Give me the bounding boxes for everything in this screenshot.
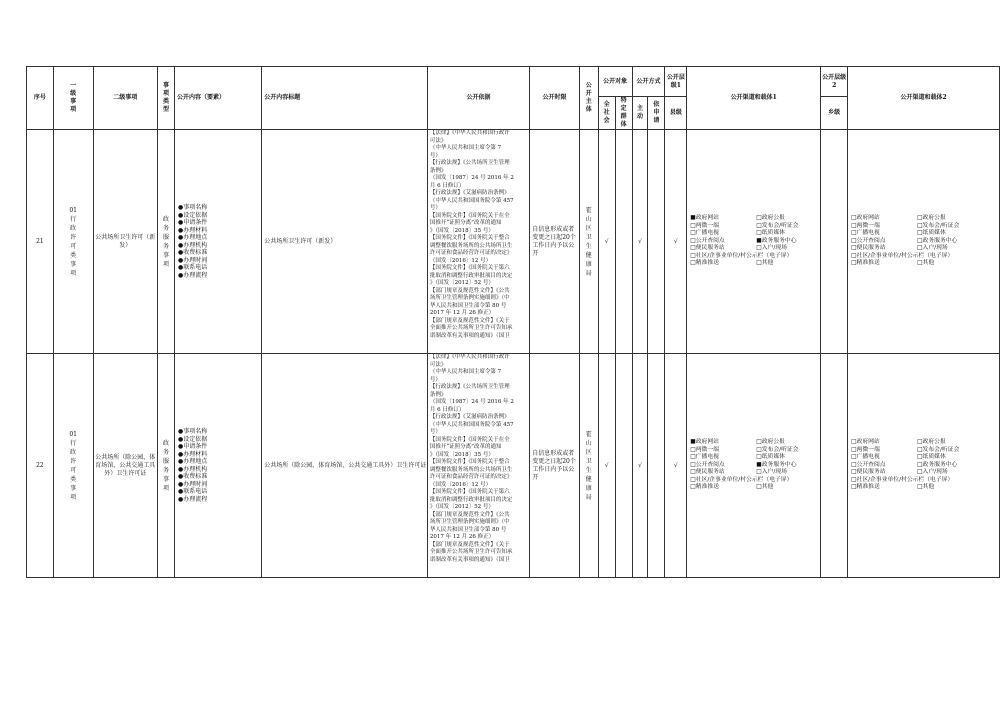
row-method-active-check: √ [632, 354, 648, 578]
header-channels1: 公开渠道和载体1 [687, 67, 821, 130]
channel-option: □便民服务站 [690, 469, 725, 476]
row-seq: 22 [27, 354, 54, 578]
basis-line: 【国务院文件】《国务院关于在全 [429, 436, 510, 443]
basis-line: 【法律】《中华人民共和国行政许 [429, 354, 510, 360]
channel-option: □公开查阅点 [851, 237, 886, 244]
channel-option: □纸质媒体 [756, 454, 785, 461]
row-method-request-check [648, 130, 665, 354]
basis-line: 调整餐饮服务场所的公共场所卫生 [429, 466, 513, 473]
row-level1: 01行政许可类事项 [53, 130, 93, 354]
header-tier1-county: 县级 [665, 97, 687, 130]
table-row [27, 354, 1000, 578]
basis-line: 【部门规章及规范性文件】《关于 [429, 317, 510, 324]
basis-line: 场所卫生管理条例实施细则》（中 [429, 295, 510, 301]
channel-option: □发布会/听证会 [917, 446, 960, 453]
header-seq: 序号 [27, 67, 54, 130]
channel-option: □广播电视 [690, 230, 719, 237]
header-content-title: 公开内容标题 [262, 67, 428, 130]
channel-option: □其他 [756, 484, 774, 491]
header-method: 公开方式 [632, 67, 665, 97]
row-target-specific-check [615, 130, 632, 354]
channel-option: □发布会/听证会 [756, 446, 799, 453]
channel-option: □政务服务中心 [917, 237, 958, 244]
channel-option: □社区/企事业单位/村公示栏（电子屏） [690, 252, 793, 259]
basis-line: 华人民共和国卫生部令第 80 号 [429, 526, 507, 533]
channel-option: □政府公报 [917, 215, 946, 222]
channel-option: □便民服务站 [690, 245, 725, 252]
basis-line: 全面推开公共场所卫生许可告知承 [429, 549, 513, 555]
header-method-active: 主动 [632, 97, 648, 130]
header-target-all: 全社会 [598, 97, 615, 130]
basis-line: （国发〔2016〕12 号） [429, 257, 492, 264]
row-channels2 [848, 354, 1000, 578]
basis-line: 月 6 日修订） [429, 182, 465, 189]
channel-option: □广播电视 [851, 454, 880, 461]
channel-option: □入户/现场 [917, 245, 948, 252]
header-channels2: 公开渠道和载体2 [848, 67, 1000, 130]
basis-line: 【国务院文件】《国务院关于整合 [429, 235, 510, 241]
row-seq: 21 [27, 130, 54, 354]
row-basis [427, 130, 529, 354]
basis-line: （国发〔2016〕12 号） [429, 481, 492, 488]
basis-line: 诺制改革有关事项的通知》（国卫 [429, 332, 510, 339]
channel-option: □政府公报 [917, 439, 946, 446]
content-item: ●办理地点 [177, 234, 208, 241]
content-item: ●申请条件 [177, 443, 208, 450]
basis-line: 》（国发〔2018〕35 号） [429, 451, 494, 458]
basis-line: 【国务院文件】《国务院关于整合 [429, 459, 510, 465]
channel-option: □社区/企事业单位/村公示栏（电子屏） [851, 252, 954, 259]
basis-line: 场所卫生管理条例实施细则》（中 [429, 519, 510, 525]
channel-option: □其他 [917, 484, 935, 491]
header-level2: 二级事项 [93, 67, 158, 130]
basis-line: 》（国发〔2018〕35 号） [429, 227, 494, 234]
channel-option: □公开查阅点 [690, 461, 725, 468]
basis-line: 条例》 [429, 167, 447, 174]
basis-line: 国推开“证照分离”改革的通知 [429, 220, 502, 226]
basis-line: 2017 年 12 月 26 修正） [429, 310, 495, 316]
header-tier1: 公开层级1 [665, 67, 687, 97]
channel-option: □入户/现场 [917, 469, 948, 476]
basis-line: 2017 年 12 月 26 修正） [429, 534, 495, 540]
content-item: ●办理材料 [177, 226, 208, 234]
channel-option: ■政务服务中心 [756, 237, 797, 244]
content-item: ●办理材料 [177, 450, 208, 458]
content-item: ●申请条件 [177, 219, 208, 226]
channel-option: □入户/现场 [756, 469, 787, 476]
content-item: ●收费标准 [177, 473, 208, 480]
basis-line: 批取消和调整行政审批项目的决定 [429, 496, 513, 503]
row-target-all-check: √ [598, 354, 615, 578]
basis-line: 号） [429, 376, 441, 383]
header-item-type: 事项类型 [158, 67, 175, 130]
basis-line: 【部门规章及规范性文件】《关于 [429, 541, 510, 548]
channel-option: □纸质媒体 [917, 454, 946, 461]
row-target-specific-check [615, 354, 632, 578]
row-channels1 [687, 130, 821, 354]
row-level1: 01行政许可类事项 [53, 354, 93, 578]
row-level2: 公共场所（除公园、体育场馆、公共交通工具外）卫生许可证 [93, 354, 158, 578]
basis-line: 【行政法规】《艾滋病防治条例》 [429, 190, 510, 196]
content-item: ●联系电话 [177, 488, 208, 495]
row-subject: 霍山区卫生健康局 [579, 130, 598, 354]
basis-line: 可法》 [429, 137, 447, 144]
content-item: ●事项名称 [177, 428, 208, 435]
channel-option: □政府网站 [851, 215, 880, 222]
content-item: ●设定依据 [177, 211, 208, 219]
row-tier2-check [821, 130, 848, 354]
basis-line: 【国务院文件】《国务院关于在全 [429, 212, 510, 219]
channel-option: □精准推送 [690, 260, 719, 267]
header-basis: 公开依据 [427, 67, 529, 130]
content-item: ●联系电话 [177, 264, 208, 271]
row-method-active-check: √ [632, 130, 648, 354]
row-tier1-check: √ [665, 354, 687, 578]
row-channels1 [687, 354, 821, 578]
header-time: 公开时限 [530, 67, 580, 130]
channel-option: □公开查阅点 [851, 461, 886, 468]
basis-line: 》（国发〔2012〕52 号） [429, 280, 494, 286]
basis-text-block [430, 130, 527, 352]
content-item: ●办理时间 [177, 480, 208, 488]
row-subject: 霍山区卫生健康局 [579, 354, 598, 578]
row-item-type: 政务服务事项 [158, 130, 175, 354]
basis-line: 【部门规章及规范性文件】《公共 [429, 287, 510, 294]
row-content-list [174, 354, 261, 578]
channel-option: □其他 [756, 260, 774, 267]
content-item: ●办理地点 [177, 458, 208, 465]
row-target-all-check: √ [598, 130, 615, 354]
basis-line: 许可证和食品经营许可证的决定》 [429, 474, 513, 480]
basis-line: 华人民共和国卫生部令第 80 号 [429, 302, 507, 309]
basis-line: （中华人民共和国主席令第 7 [429, 145, 502, 151]
row-content-title: 公共场所卫生许可（新发） [262, 130, 428, 354]
row-tier1-check: √ [665, 130, 687, 354]
channel-option: □纸质媒体 [756, 230, 785, 237]
basis-line: （中华人民共和国国务院令第 457 [429, 421, 514, 428]
row-channels2 [848, 130, 1000, 354]
channel-option: □两微一端 [851, 222, 880, 229]
basis-line: 号） [429, 429, 441, 435]
header-content: 公开内容（要素） [174, 67, 261, 130]
row-content-title: 公共场所（除公园、体育场馆、公共交通工具外）卫生许可证 [262, 354, 428, 578]
content-item: ●办理流程 [177, 271, 208, 279]
channel-option: □两微一端 [690, 222, 719, 229]
content-item: ●办理流程 [177, 495, 208, 503]
channel-option: □精准推送 [851, 260, 880, 267]
table-row [27, 130, 1000, 354]
basis-line: 【法律】《中华人民共和国行政许 [429, 130, 510, 136]
header-tier2-township: 乡级 [821, 97, 848, 130]
content-item: ●办理机构 [177, 465, 208, 473]
content-item: ●收费标准 [177, 249, 208, 256]
channel-option: □政府公报 [756, 439, 785, 446]
channel-option: □广播电视 [690, 454, 719, 461]
channel-option: □发布会/听证会 [756, 222, 799, 229]
content-item: ●事项名称 [177, 204, 208, 211]
channel-option: ■政府网站 [690, 215, 719, 222]
basis-line: 全面推开公共场所卫生许可告知承 [429, 325, 513, 331]
basis-line: 月 6 日修订） [429, 406, 465, 413]
channel-option: □便民服务站 [851, 245, 886, 252]
channel-option: □政府网站 [851, 439, 880, 446]
row-item-type: 政务服务事项 [158, 354, 175, 578]
row-tier2-check [821, 354, 848, 578]
header-target: 公开对象 [598, 67, 632, 97]
basis-text-block [430, 354, 527, 576]
basis-line: 国推开“证照分离”改革的通知 [429, 444, 502, 450]
basis-line: 许可证和食品经营许可证的决定》 [429, 250, 513, 256]
header-tier2: 公开层级2 [821, 67, 848, 97]
basis-line: 【国务院文件】《国务院关于第六 [429, 489, 510, 495]
basis-line: 【行政法规】《公共场所卫生管理 [429, 384, 510, 390]
row-time: 自信息形成或者变更之日起20个工作日内予以公开 [530, 354, 580, 578]
basis-line: 号） [429, 152, 441, 159]
channel-option: ■政府网站 [690, 439, 719, 446]
channel-option: □广播电视 [851, 230, 880, 237]
content-item: ●办理时间 [177, 256, 208, 264]
basis-line: （中华人民共和国主席令第 7 [429, 369, 502, 375]
channel-option: □纸质媒体 [917, 230, 946, 237]
row-level2: 公共场所卫生许可（新发） [93, 130, 158, 354]
channel-option: □发布会/听证会 [917, 222, 960, 229]
channel-option: □公开查阅点 [690, 237, 725, 244]
channel-option: □精准推送 [851, 484, 880, 491]
header-method-request: 依申请 [648, 97, 665, 130]
row-time: 自信息形成或者变更之日起20个工作日内予以公开 [530, 130, 580, 354]
channel-option: □社区/企事业单位/村公示栏（电子屏） [851, 476, 954, 483]
row-method-request-check [648, 354, 665, 578]
basis-line: 【部门规章及规范性文件】《公共 [429, 511, 510, 518]
header-level1: 一级事项 [53, 67, 93, 130]
content-item: ●设定依据 [177, 435, 208, 443]
basis-line: （中华人民共和国国务院令第 457 [429, 197, 514, 204]
channel-option: □便民服务站 [851, 469, 886, 476]
basis-line: （国发〔1987〕24 号 2016 年 2 [429, 399, 514, 405]
basis-line: 【行政法规】《公共场所卫生管理 [429, 160, 510, 166]
basis-line: 可法》 [429, 361, 447, 368]
basis-line: 号） [429, 205, 441, 211]
channel-option: □两微一端 [690, 446, 719, 453]
channel-option: □入户/现场 [756, 245, 787, 252]
basis-line: 批取消和调整行政审批项目的决定 [429, 272, 513, 279]
row-basis [427, 354, 529, 578]
channel-option: □其他 [917, 260, 935, 267]
disclosure-table [26, 66, 1000, 578]
content-item: ●办理机构 [177, 241, 208, 249]
header-subject: 公开主体 [579, 67, 598, 130]
channel-option: □政务服务中心 [917, 461, 958, 468]
channel-option: □精准推送 [690, 484, 719, 491]
channel-option: □两微一端 [851, 446, 880, 453]
channel-option: □政府公报 [756, 215, 785, 222]
basis-line: 诺制改革有关事项的通知》（国卫 [429, 556, 510, 563]
header-target-specific: 特定群体 [615, 97, 632, 130]
channel-option: □社区/企事业单位/村公示栏（电子屏） [690, 476, 793, 483]
channel-option: ■政务服务中心 [756, 461, 797, 468]
basis-line: 条例》 [429, 391, 447, 398]
basis-line: 【国务院文件】《国务院关于第六 [429, 265, 510, 271]
basis-line: （国发〔1987〕24 号 2016 年 2 [429, 175, 514, 181]
basis-line: 【行政法规】《艾滋病防治条例》 [429, 414, 510, 420]
basis-line: 》（国发〔2012〕52 号） [429, 504, 494, 510]
basis-line: 调整餐饮服务场所的公共场所卫生 [429, 242, 513, 249]
row-content-list [174, 130, 261, 354]
